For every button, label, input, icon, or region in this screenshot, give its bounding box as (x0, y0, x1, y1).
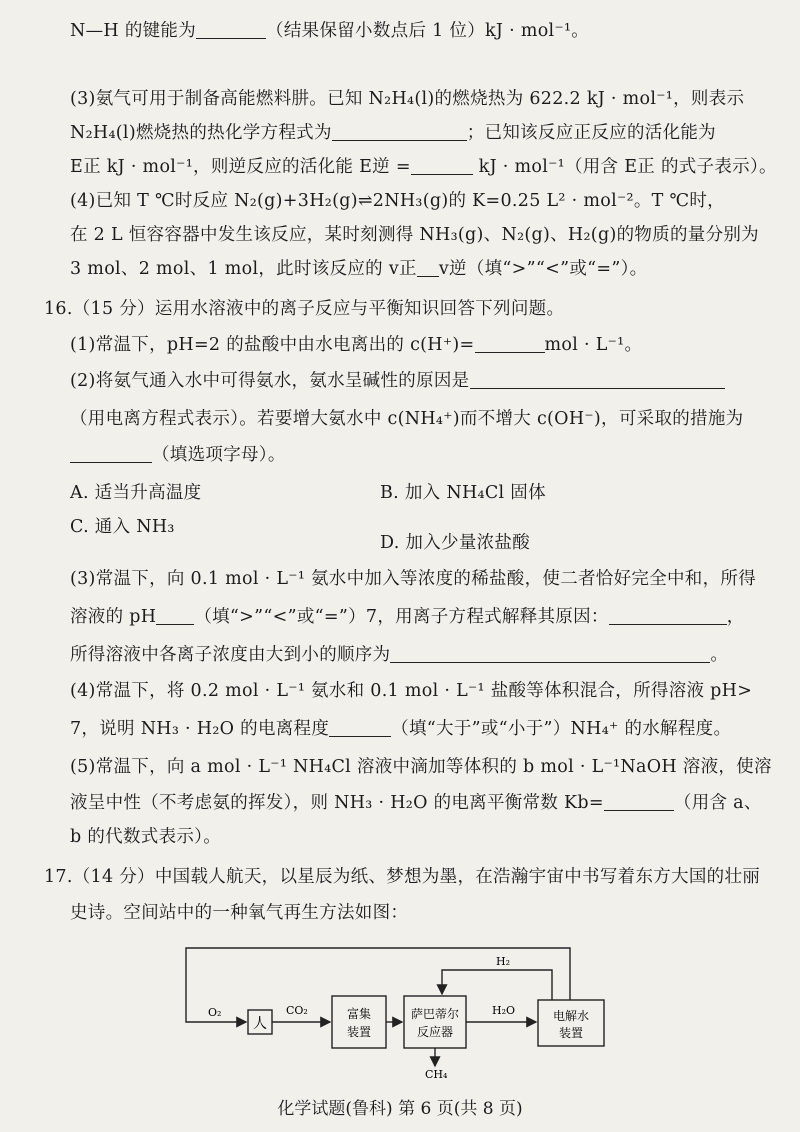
text-line (380, 530, 530, 556)
text-segment: 16.（15 分）运用水溶液中的离子反应与平衡知识回答下列问题。 (44, 299, 565, 319)
text-segment: 7，说明 NH₃ · H₂O 的电离程度 (70, 719, 330, 739)
answer-blank[interactable] (609, 604, 727, 625)
answer-blank[interactable] (196, 18, 266, 39)
text-segment: 液呈中性（不考虑氨的挥发），则 NH₃ · H₂O 的电离平衡常数 Kb= (70, 793, 604, 813)
text-segment: A. 适当升高温度 (70, 483, 202, 503)
sabatier-box (404, 996, 466, 1048)
enrich-label-1: 富集 (346, 1007, 372, 1021)
answer-blank[interactable] (417, 256, 439, 277)
text-line (70, 332, 642, 358)
text-segment: v逆（填“>”“<”或“=”）。 (438, 259, 648, 279)
text-segment: E正 kJ · mol⁻¹，则逆反应的活化能 E逆 = (70, 157, 411, 177)
sabatier-label-1: 萨巴蒂尔 (410, 1007, 460, 1021)
text-segment: ， (726, 607, 745, 627)
text-line (70, 120, 716, 146)
person-label: 人 (253, 1016, 267, 1032)
text-segment: 溶液的 pH (70, 607, 157, 627)
text-segment: b 的代数式表示）。 (70, 827, 222, 847)
text-segment: 。 (710, 645, 729, 665)
answer-blank[interactable] (470, 368, 725, 389)
text-segment: 所得溶液中各离子浓度由大到小的顺序为 (70, 645, 391, 665)
text-line (70, 256, 647, 282)
text-segment: （填选项字母）。 (152, 445, 286, 465)
text-segment: (5)常温下，向 a mol · L⁻¹ NH₄Cl 溶液中滴加等体积的 b mol · L⁻¹NaOH 溶液，使溶 (70, 757, 772, 777)
enrich-box (332, 996, 386, 1048)
text-line (70, 406, 743, 432)
text-segment: D. 加入少量浓盐酸 (380, 533, 531, 553)
text-line (70, 514, 175, 540)
o2-label: O₂ (208, 1006, 222, 1019)
text-segment: B. 加入 NH₄Cl 固体 (380, 483, 546, 503)
page-footer: 化学试题(鲁科) 第 6 页(共 8 页) (277, 1099, 523, 1119)
text-line (70, 566, 756, 592)
text-segment: （用电离方程式表示）。若要增大氨水中 c(NH₄⁺)而不增大 c(OH⁻)，可采取的措施为 (70, 409, 744, 429)
answer-blank[interactable] (70, 442, 152, 463)
text-line (70, 442, 286, 468)
text-line (70, 368, 725, 394)
text-line (70, 154, 777, 180)
oxygen-regeneration-diagram (180, 940, 620, 1080)
text-segment: (4)已知 T ℃时反应 N₂(g)+3H₂(g)⇌2NH₃(g)的 K=0.25 L² · mol⁻²。T ℃时， (70, 191, 725, 211)
text-segment: 在 2 L 恒容容器中发生该反应，某时刻测得 NH₃(g)、N₂(g)、H₂(g)的物质的量分别为 (70, 225, 759, 245)
text-line (44, 864, 760, 890)
text-segment: kJ · mol⁻¹（用含 E正 的式子表示）。 (472, 157, 777, 177)
text-line (70, 222, 759, 248)
text-segment: N₂H₄(l)燃烧热的热化学方程式为 (70, 123, 332, 143)
co2-label: CO₂ (286, 1004, 308, 1017)
answer-blank[interactable] (156, 604, 194, 625)
text-segment: （填“大于”或“小于”）NH₄⁺ 的水解程度。 (391, 719, 732, 739)
answer-blank[interactable] (329, 716, 391, 737)
text-line (70, 824, 221, 850)
text-line (70, 754, 772, 780)
text-segment: (3)常温下，向 0.1 mol · L⁻¹ 氨水中加入等浓度的稀盐酸，使二者恰好完全中和，所得 (70, 569, 756, 589)
text-line (70, 678, 752, 704)
h2o-label: H₂O (492, 1004, 516, 1017)
sabatier-label-2: 反应器 (416, 1025, 454, 1039)
text-segment: （用含 a、 (673, 793, 762, 813)
answer-blank[interactable] (475, 332, 545, 353)
answer-blank[interactable] (411, 154, 473, 175)
text-segment: （结果保留小数点后 1 位）kJ · mol⁻¹。 (266, 21, 590, 41)
enrich-label-2: 装置 (346, 1025, 372, 1039)
text-segment: (4)常温下，将 0.2 mol · L⁻¹ 氨水和 0.1 mol · L⁻¹ 盐酸等体积混合，所得溶液 pH> (70, 681, 753, 701)
answer-blank[interactable] (390, 642, 710, 663)
text-segment: C. 通入 NH₃ (70, 517, 175, 537)
text-segment: N—H 的键能为 (70, 21, 197, 41)
text-line (70, 604, 745, 630)
text-line (70, 642, 728, 668)
text-segment: (3)氨气可用于制备高能燃料肼。已知 N₂H₄(l)的燃烧热为 622.2 kJ · mol⁻¹，则表示 (70, 89, 745, 109)
text-line (70, 716, 731, 742)
text-segment: 17.（14 分）中国载人航天，以星辰为纸、梦想为墨，在浩瀚宇宙中书写着东方大国的壮丽 (44, 867, 761, 887)
answer-blank[interactable] (604, 790, 674, 811)
text-line (380, 480, 546, 506)
text-line (70, 18, 589, 44)
text-segment: 史诗。空间站中的一种氧气再生方法如图： (70, 903, 409, 923)
h2-label: H₂ (496, 955, 511, 968)
text-line (44, 296, 564, 322)
text-line (70, 900, 408, 926)
electrolysis-label-2: 装置 (558, 1026, 584, 1040)
text-segment: ；已知该反应正反应的活化能为 (466, 123, 716, 143)
text-segment: 3 mol、2 mol、1 mol，此时该反应的 v正 (70, 259, 417, 279)
text-line (70, 86, 744, 112)
text-segment: mol · L⁻¹。 (544, 335, 643, 355)
text-line (70, 790, 762, 816)
text-segment: （填“>”“<”或“=”）7，用离子方程式解释其原因： (194, 607, 609, 627)
text-segment: (1)常温下，pH=2 的盐酸中由水电离出的 c(H⁺)= (70, 335, 475, 355)
text-segment: (2)将氨气通入水中可得氨水，氨水呈碱性的原因是 (70, 371, 470, 391)
electrolysis-label-1: 电解水 (552, 1009, 590, 1023)
ch4-label: CH₄ (425, 1068, 448, 1080)
answer-blank[interactable] (332, 120, 467, 141)
text-line (70, 480, 201, 506)
text-line (70, 188, 725, 214)
